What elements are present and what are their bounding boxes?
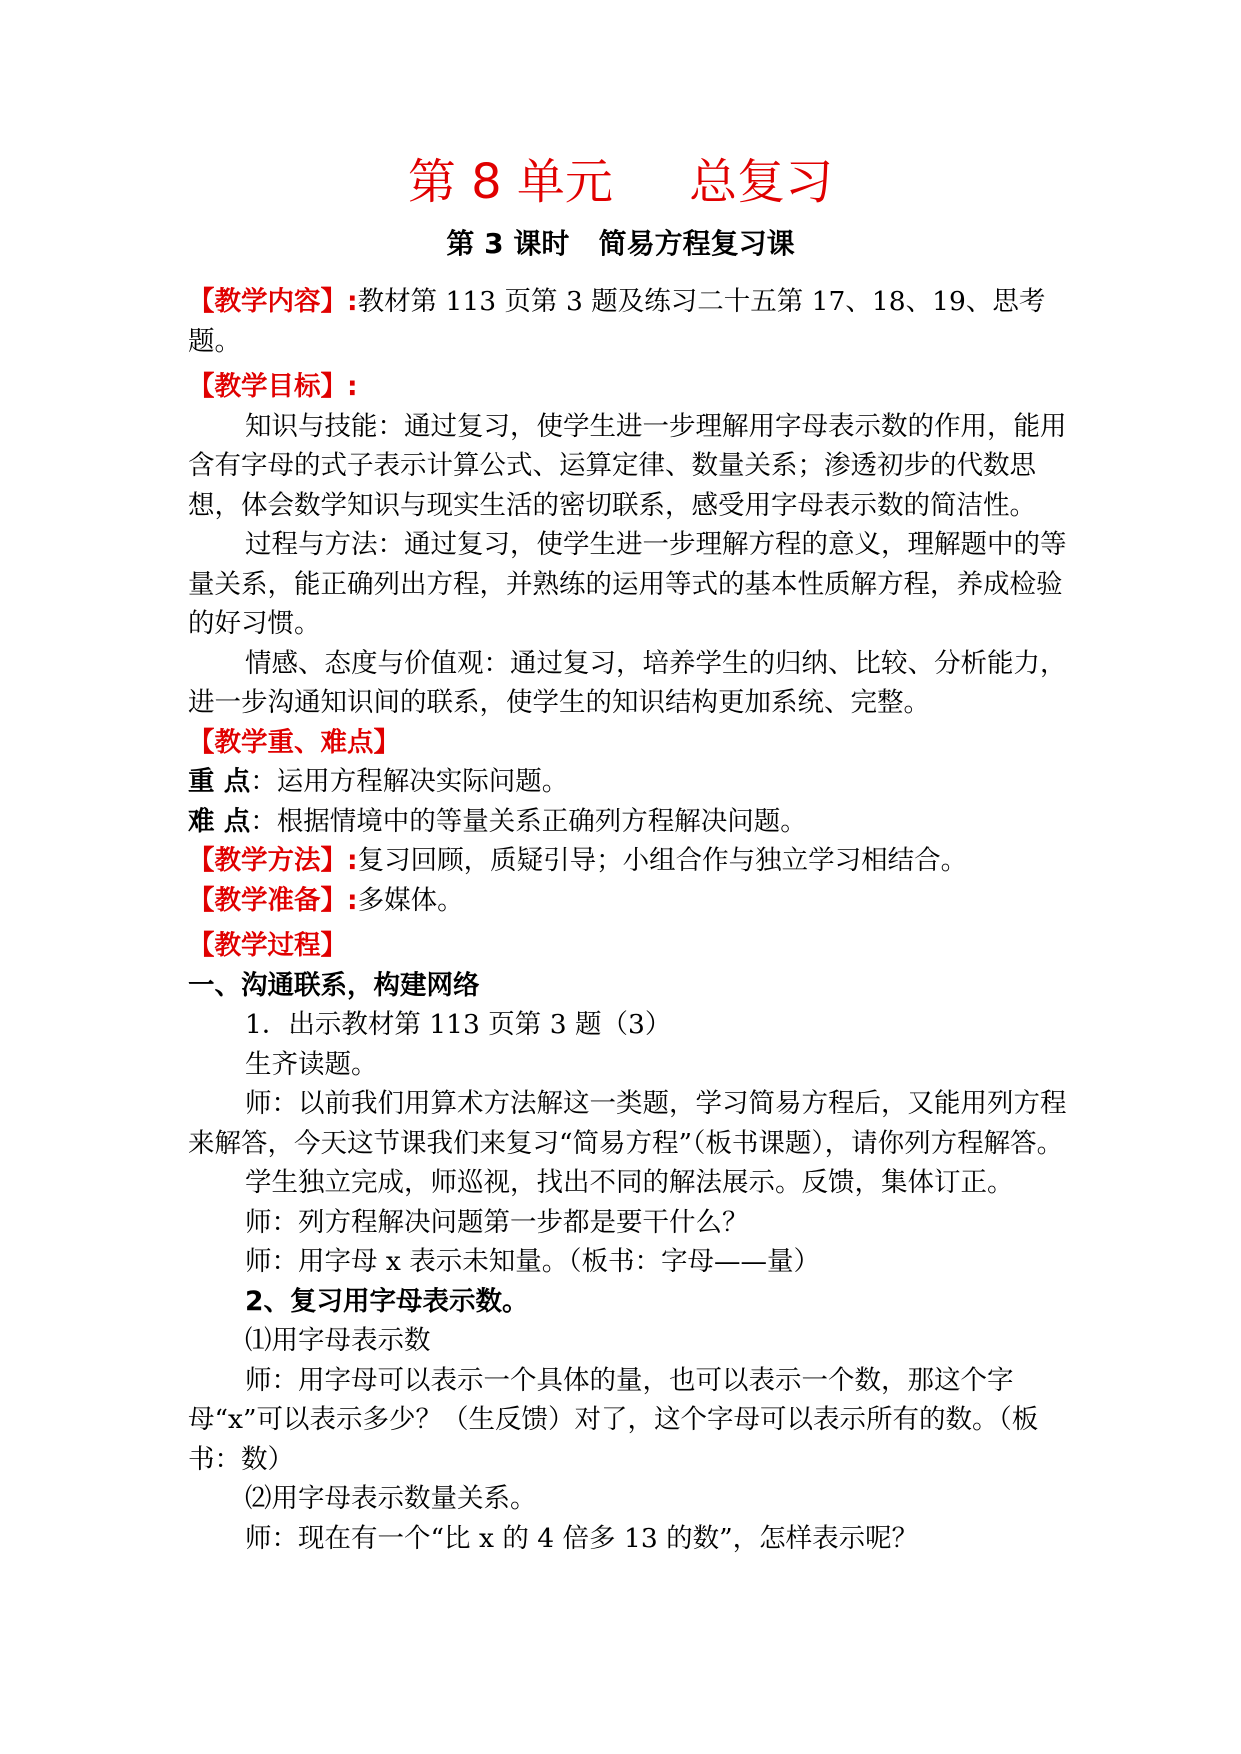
- process-line: 师：列方程解决问题第一步都是要干什么？: [245, 1206, 749, 1238]
- difficult-point-label: 难 点: [188, 805, 251, 837]
- process-line: 师：用字母可以表示一个具体的量，也可以表示一个数，那这个字母“x”可以表示多少？（生反馈）对了，这个字母可以表示所有的数。（板书：数）: [188, 1364, 1039, 1475]
- teaching-method: [188, 841, 1068, 881]
- teaching-method-label: 【教学方法】:: [188, 845, 358, 876]
- section-heading-2: 2、复习用字母表示数。: [245, 1285, 529, 1317]
- lesson-content: [188, 282, 1068, 1558]
- teaching-process-label: 【教学过程】: [188, 930, 347, 961]
- goal-emotion: 情感、态度与价值观：通过复习，培养学生的归纳、比较、分析能力，进一步沟通知识间的联系，使学生的知识结构更加系统、完整。: [188, 647, 1067, 718]
- lesson-subtitle: 第 3 课时 简易方程复习课: [446, 227, 795, 260]
- process-line: 师：以前我们用算术方法解这一类题，学习简易方程后，又能用列方程来解答，今天这节课我们来复习“简易方程”（板书课题），请你列方程解答。: [188, 1088, 1067, 1159]
- process-line: 1．出示教材第 113 页第 3 题（3）: [245, 1009, 672, 1040]
- difficult-point: [188, 802, 1068, 842]
- teaching-goals-label: 【教学目标】:: [188, 371, 358, 402]
- difficult-point-text: ：根据情境中的等量关系正确列方程解决问题。: [250, 805, 807, 837]
- teaching-content: [188, 282, 1068, 361]
- teaching-method-text: 复习回顾，质疑引导；小组合作与独立学习相结合。: [357, 845, 968, 876]
- key-points-label: 【教学重、难点】: [188, 726, 400, 758]
- teaching-content-text: 教材第 113 页第 3 题及练习二十五第 17、18、19、思考题。: [188, 286, 1046, 357]
- goal-knowledge: 知识与技能：通过复习，使学生进一步理解用字母表示数的作用，能用含有字母的式子表示计算公式、运算定律、数量关系；渗透初步的代数思想，体会数学知识与现实生活的密切联系，感受用字母表示数的简洁性。: [188, 410, 1067, 521]
- process-line: 师：用字母 x 表示未知量。（板书：字母——量）: [245, 1246, 821, 1277]
- process-line: ⑴用字母表示数: [245, 1325, 431, 1356]
- key-point: [188, 762, 1068, 802]
- teaching-prep-label: 【教学准备】:: [188, 884, 358, 916]
- key-point-text: ：运用方程解决实际问题。: [250, 766, 569, 797]
- process-line: 学生独立完成，师巡视，找出不同的解法展示。反馈，集体订正。: [245, 1167, 1014, 1198]
- teaching-prep-text: 多媒体。: [357, 884, 464, 916]
- teaching-content-label: 【教学内容】:: [188, 286, 358, 317]
- section-heading-1: 一、沟通联系，构建网络: [188, 969, 480, 1001]
- goal-process: 过程与方法：通过复习，使学生进一步理解方程的意义，理解题中的等量关系，能正确列出方程，并熟练的运用等式的基本性质解方程，养成检验的好习惯。: [188, 529, 1067, 639]
- process-line: 师：现在有一个“比 x 的 4 倍多 13 的数”，怎样表示呢？: [245, 1522, 919, 1554]
- page-title: 第 8 单元 总复习: [407, 154, 834, 210]
- process-line: ⑵用字母表示数量关系。: [245, 1483, 537, 1514]
- process-line: 生齐读题。: [245, 1048, 378, 1080]
- key-point-label: 重 点: [188, 766, 251, 797]
- teaching-prep: [188, 881, 1068, 921]
